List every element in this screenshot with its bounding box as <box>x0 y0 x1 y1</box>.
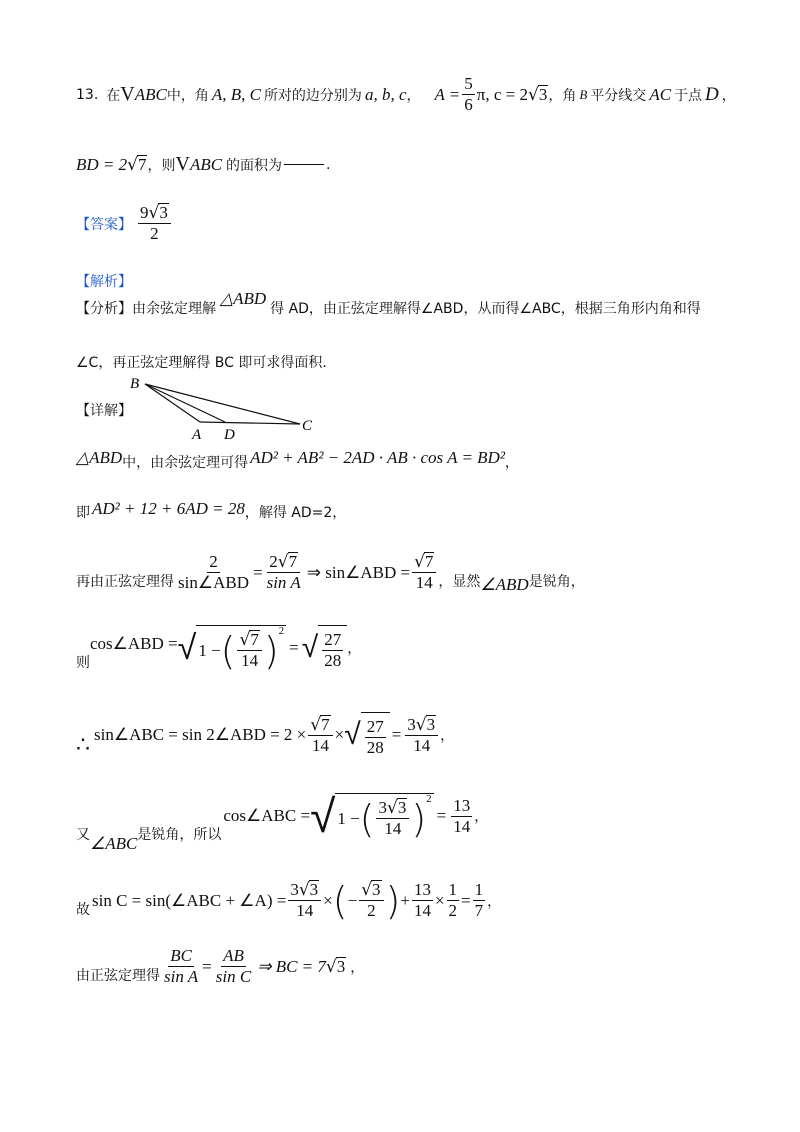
step-text: ， <box>474 809 489 825</box>
fraction: $\frac{13}{14}$ <box>413 880 431 920</box>
fraction: $\frac{AB}{\text{sin C}}$ <box>215 946 252 986</box>
step-4 <box>76 625 361 671</box>
problem-number: 13. <box>76 86 99 103</box>
implies: ⇒ sin∠ABD = <box>306 562 411 582</box>
stem-text: 的面积为 <box>226 157 283 174</box>
fenxi-line-1 <box>76 289 701 318</box>
fraction: $\frac{2√7}{\text{sin A}}$ <box>266 552 301 592</box>
sqrt-content: 3 <box>336 957 346 976</box>
cosine-law-equation: AD² + AB² − 2AD · AB · cos A = BD² <box>250 448 505 467</box>
stem-text: ， <box>721 87 736 104</box>
point-D: D <box>705 83 719 105</box>
segment-AC <box>200 422 300 424</box>
step-text: 是锐角， <box>528 573 585 590</box>
step-text: 由正弦定理得 <box>76 967 160 984</box>
fraction-5-6: $\frac{5}{6}$ <box>464 74 473 114</box>
equals: = <box>436 806 447 825</box>
step-text: 中，由余弦定理可得 <box>122 455 249 471</box>
fraction: $\frac{√3}{2}$ <box>359 880 383 921</box>
label-A: A <box>192 427 202 443</box>
segment-AC: AC <box>649 84 672 104</box>
condition-A: A = <box>434 84 461 104</box>
step-5 <box>76 712 454 758</box>
stem-text: ，角 <box>548 87 577 104</box>
segment-BD <box>145 384 225 422</box>
stem-text: . <box>326 156 331 173</box>
stem-text: 所对的边分别为 <box>263 87 362 104</box>
equals: = <box>391 725 402 744</box>
label-C: C <box>302 418 313 434</box>
step-6 <box>76 789 489 853</box>
step-text: ， <box>487 893 502 910</box>
segment-BC <box>145 384 300 424</box>
times: × <box>323 890 333 910</box>
fenxi-line-2: ∠C，再正弦定理解得 BC 即可求得面积. <box>76 355 327 371</box>
triangle-name: ABC <box>189 154 223 174</box>
sin-ABC: sin∠ABC = sin 2∠ABD = 2 × <box>94 725 307 744</box>
sqrt-icon: √ <box>127 154 138 175</box>
step-text: ，显然 <box>438 573 481 590</box>
step-2 <box>76 499 347 522</box>
triangle-ABD: △ABD <box>76 448 123 467</box>
step-text: ， <box>440 728 455 744</box>
step-text: ， <box>350 959 365 976</box>
label-B: B <box>130 376 140 392</box>
equals: = <box>202 956 212 976</box>
step-text: 又 <box>76 827 90 843</box>
minus: − <box>347 890 358 910</box>
angle-names: A, B, C <box>211 84 261 104</box>
triangle-symbol: V <box>120 83 135 105</box>
triangle-figure <box>120 372 330 444</box>
analysis-tag: 【解析】 <box>76 274 132 290</box>
BC-result: ⇒ BC = 7 <box>257 956 326 976</box>
times: × <box>334 725 345 744</box>
step-text: 故 <box>76 901 90 918</box>
fraction: $\frac{1}{2}$ <box>448 880 458 920</box>
step-text: 是锐角，所以 <box>137 827 222 843</box>
answer-line <box>76 203 173 244</box>
step-8 <box>76 946 364 987</box>
triangle-name: ABC <box>134 84 167 104</box>
sqrt-fraction: √ $\frac{27}{28}$ <box>344 712 389 758</box>
stem-text: ， <box>406 87 421 104</box>
fenxi-text: 由余弦定理解 <box>132 301 216 317</box>
triangle-ABD: △ABD <box>220 289 267 308</box>
sqrt-icon: √ <box>528 84 539 105</box>
fraction: $\frac{3√3}{14}$ <box>405 715 438 756</box>
angle-ABC: ∠ABC <box>90 834 138 853</box>
segment-BA <box>145 384 200 422</box>
fenxi-tag: 【分析】 <box>76 301 132 317</box>
equals: = <box>461 890 471 910</box>
plus: + <box>400 890 410 910</box>
stem-text: 于点 <box>674 87 703 104</box>
triangle-symbol: V <box>175 153 190 175</box>
fraction: $\frac{1}{7}$ <box>474 880 484 920</box>
stem-text: 在 <box>106 87 121 104</box>
step-text: 即 <box>76 505 90 521</box>
equals: = <box>252 562 263 582</box>
fraction: $\frac{√7}{14}$ <box>308 715 332 756</box>
side-names: a, b, c <box>364 84 407 104</box>
fraction: $\frac{13}{14}$ <box>453 795 471 836</box>
sqrt-content: 3 <box>538 85 548 104</box>
fraction: $\frac{√7}{14}$ <box>412 552 436 593</box>
step-7: 故 sin C = sin(∠ABC + ∠A) = $\frac{3√3}{14}$ × ( − $\frac{√3}{2}$ ) + $\frac{13}{14}$ × $\frac{1}{2}$ = $\frac{1}{7}$ ， <box>76 878 502 923</box>
fenxi-text: 得 AD，由正弦定理解得∠ABD，从而得∠ABC，根据三角形内角和得 <box>270 301 701 317</box>
BD-value: BD = 2 <box>76 154 128 174</box>
step-text: ，解得 AD=2， <box>244 505 347 521</box>
step-1 <box>76 448 519 472</box>
fraction: $\frac{2}{\text{sin∠ABD}}$ <box>178 552 249 592</box>
fraction: $\frac{3√3}{14}$ <box>288 880 321 921</box>
times: × <box>434 890 445 910</box>
xiangjie-tag: 【详解】 <box>76 403 132 419</box>
stem-text: ，则 <box>147 157 176 174</box>
step-text: 则 <box>76 655 90 671</box>
equals: = <box>289 638 299 657</box>
step-text: ， <box>504 455 519 471</box>
stem-text: 中，角 <box>166 87 209 104</box>
therefore-icon: ∴ <box>76 732 90 757</box>
answer-blank <box>284 164 324 165</box>
answer-fraction: $\frac{9√3}{2}$ <box>138 203 171 244</box>
problem-line-2 <box>76 153 331 176</box>
sin-C: sin C = sin(∠ABC + ∠A) = <box>92 890 287 910</box>
answer-tag: 【答案】 <box>76 216 132 233</box>
sqrt-content: 7 <box>137 155 147 174</box>
cos-ABD: cos∠ABD = <box>90 634 178 653</box>
sqrt-icon: √ <box>325 956 337 977</box>
condition-c: π, c = 2 <box>476 84 529 104</box>
angle-B: B <box>579 86 588 102</box>
problem-line-1 <box>76 74 736 115</box>
step-text: ， <box>347 641 362 657</box>
stem-text: 平分线交 <box>590 87 647 104</box>
cos-ABC: cos∠ABC = <box>223 806 311 825</box>
quadratic-equation: AD² + 12 + 6AD = 28 <box>92 499 245 518</box>
step-3 <box>76 552 585 593</box>
step-text: 再由正弦定理得 <box>76 573 174 590</box>
big-sqrt: √ 1 − ( $\frac{3√3}{14}$ ) $^2$ <box>310 789 432 843</box>
big-sqrt: √ 1 − ( $\frac{√7}{14}$ ) $^2$ <box>177 624 285 673</box>
fraction: $\frac{BC}{\text{sin A}}$ <box>164 946 199 986</box>
sqrt-fraction: √ $\frac{27}{28}$ <box>302 625 347 671</box>
angle-ABD: ∠ABD <box>480 574 529 594</box>
label-D: D <box>224 427 235 443</box>
